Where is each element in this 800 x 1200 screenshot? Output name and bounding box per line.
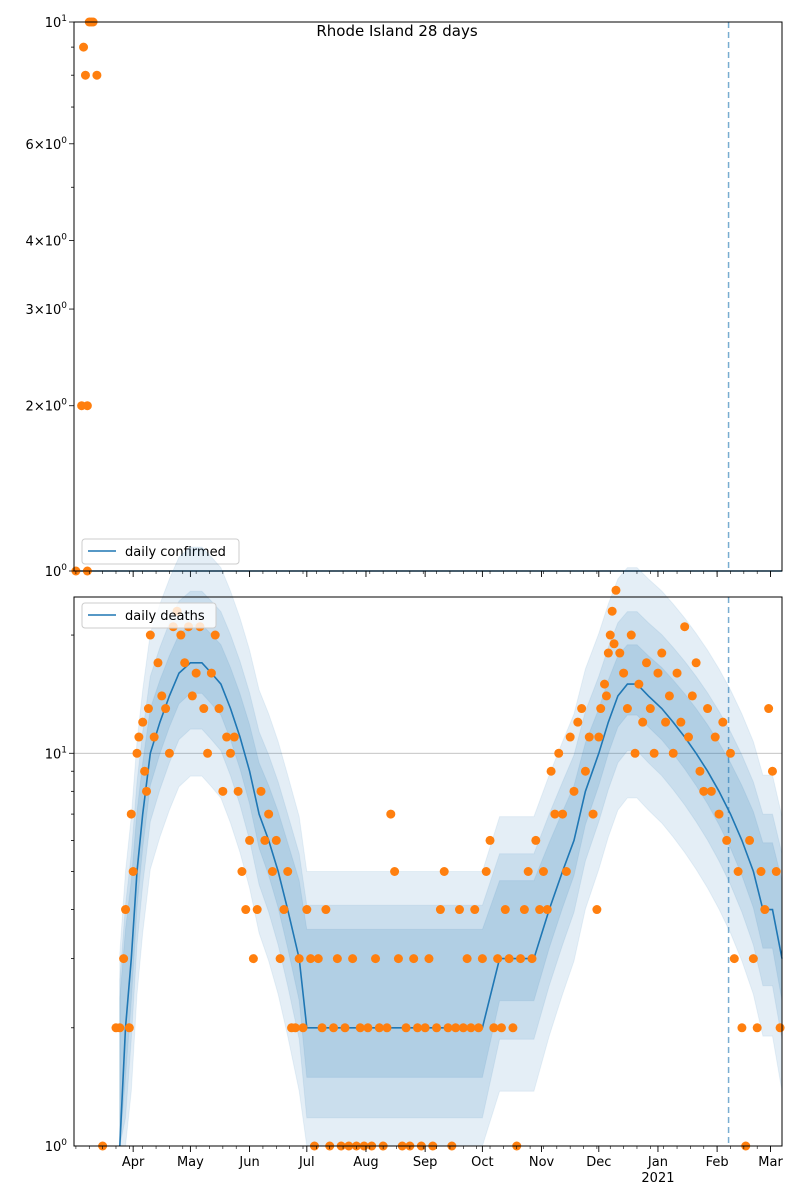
x-tick-label: Mar xyxy=(758,1155,783,1170)
x-tick-label: Jul xyxy=(298,1155,315,1170)
data-point xyxy=(776,1023,785,1032)
data-point xyxy=(707,787,716,796)
y-tick-label: $10^1$ xyxy=(44,745,67,763)
data-point xyxy=(520,905,529,914)
data-point xyxy=(402,1023,411,1032)
data-point xyxy=(619,669,628,678)
data-point xyxy=(436,905,445,914)
data-point xyxy=(676,718,685,727)
data-point xyxy=(718,718,727,727)
data-point xyxy=(295,954,304,963)
data-point xyxy=(81,71,90,80)
x-tick-label: Nov xyxy=(528,1155,555,1170)
data-point xyxy=(207,669,216,678)
data-point xyxy=(432,1023,441,1032)
y-tick-label: $6\times 10^0$ xyxy=(25,135,67,153)
data-point xyxy=(627,631,636,640)
data-point xyxy=(211,631,220,640)
data-point xyxy=(734,867,743,876)
data-point xyxy=(726,749,735,758)
data-point xyxy=(528,954,537,963)
data-point xyxy=(144,704,153,713)
data-point xyxy=(501,905,510,914)
data-point xyxy=(749,954,758,963)
confirmed-line-layer xyxy=(74,22,782,571)
data-point xyxy=(606,631,615,640)
data-point xyxy=(764,704,773,713)
legend-label-daily-deaths: daily deaths xyxy=(125,609,205,624)
data-point xyxy=(482,867,491,876)
data-point xyxy=(615,649,624,658)
data-point xyxy=(234,787,243,796)
data-point xyxy=(132,749,141,758)
data-point xyxy=(745,836,754,845)
data-point xyxy=(661,718,670,727)
data-point xyxy=(657,649,666,658)
data-point xyxy=(680,622,689,631)
x-tick-label: Jun xyxy=(239,1155,260,1170)
data-point xyxy=(611,586,620,595)
data-point xyxy=(531,836,540,845)
data-point xyxy=(180,658,189,667)
y-tick-label: $10^1$ xyxy=(44,14,67,31)
data-point xyxy=(115,1023,124,1032)
data-point xyxy=(318,1023,327,1032)
data-point xyxy=(421,1023,430,1032)
data-point xyxy=(215,704,224,713)
data-point xyxy=(363,1023,372,1032)
data-point xyxy=(157,691,166,700)
data-point xyxy=(299,1023,308,1032)
y-tick-label: $3\times 10^0$ xyxy=(25,301,67,319)
data-point xyxy=(340,1023,349,1032)
data-point xyxy=(203,749,212,758)
data-point xyxy=(394,954,403,963)
data-point xyxy=(562,867,571,876)
data-point xyxy=(753,1023,762,1032)
data-point xyxy=(608,607,617,616)
data-point xyxy=(161,704,170,713)
data-point xyxy=(79,43,88,52)
data-point xyxy=(276,954,285,963)
data-point xyxy=(188,691,197,700)
data-point xyxy=(508,1023,517,1032)
data-point xyxy=(547,767,556,776)
data-point xyxy=(83,401,92,410)
data-point xyxy=(371,954,380,963)
x-tick-label: Feb xyxy=(705,1155,729,1170)
data-point xyxy=(554,749,563,758)
data-point xyxy=(134,733,143,742)
x-tick-label: Sep xyxy=(412,1155,438,1170)
data-point xyxy=(463,954,472,963)
data-point xyxy=(596,704,605,713)
data-point xyxy=(119,954,128,963)
data-point xyxy=(653,669,662,678)
data-point xyxy=(539,867,548,876)
data-point xyxy=(138,718,147,727)
data-point xyxy=(592,905,601,914)
data-point xyxy=(253,905,262,914)
data-point xyxy=(257,787,266,796)
data-point xyxy=(348,954,357,963)
data-point xyxy=(241,905,250,914)
y-tick-label: $10^0$ xyxy=(44,563,67,580)
data-point xyxy=(329,1023,338,1032)
y-tick-label: $4\times 10^0$ xyxy=(25,232,67,250)
data-point xyxy=(650,749,659,758)
data-point xyxy=(440,867,449,876)
data-point xyxy=(711,733,720,742)
data-point xyxy=(692,658,701,667)
data-point xyxy=(642,658,651,667)
data-point xyxy=(486,836,495,845)
data-point xyxy=(566,733,575,742)
data-point xyxy=(600,680,609,689)
data-point xyxy=(604,649,613,658)
data-point xyxy=(165,749,174,758)
data-point xyxy=(695,767,704,776)
data-point xyxy=(321,905,330,914)
data-point xyxy=(634,680,643,689)
x-tick-label: Apr xyxy=(121,1155,145,1170)
data-point xyxy=(638,718,647,727)
data-point xyxy=(585,733,594,742)
x-tick-label: Dec xyxy=(586,1155,612,1170)
data-point xyxy=(302,905,311,914)
data-point xyxy=(127,810,136,819)
x-tick-sublabel: 2021 xyxy=(641,1171,675,1186)
data-point xyxy=(382,1023,391,1032)
data-point xyxy=(589,810,598,819)
data-point xyxy=(142,787,151,796)
data-point xyxy=(409,954,418,963)
data-point xyxy=(218,787,227,796)
data-point xyxy=(192,669,201,678)
data-point xyxy=(665,691,674,700)
data-point xyxy=(623,704,632,713)
data-point xyxy=(673,669,682,678)
y-tick-label: $10^0$ xyxy=(44,1138,67,1155)
data-point xyxy=(516,954,525,963)
data-point xyxy=(146,631,155,640)
data-point xyxy=(569,787,578,796)
data-point xyxy=(730,954,739,963)
deaths-legend xyxy=(82,603,216,628)
data-point xyxy=(455,905,464,914)
data-point xyxy=(176,631,185,640)
data-point xyxy=(581,767,590,776)
data-point xyxy=(150,733,159,742)
chart-title: Rhode Island 28 days xyxy=(316,22,478,40)
data-point xyxy=(610,639,619,648)
data-point xyxy=(737,1023,746,1032)
x-tick-label: Oct xyxy=(471,1155,494,1170)
data-point xyxy=(314,954,323,963)
data-point xyxy=(226,749,235,758)
data-point xyxy=(129,867,138,876)
y-tick-label: $2\times 10^0$ xyxy=(25,397,67,415)
plot-frame xyxy=(74,22,782,571)
data-point xyxy=(594,733,603,742)
data-point xyxy=(715,810,724,819)
data-point xyxy=(153,658,162,667)
data-point xyxy=(237,867,246,876)
data-point xyxy=(558,810,567,819)
data-point xyxy=(333,954,342,963)
data-point xyxy=(684,733,693,742)
data-point xyxy=(543,905,552,914)
data-point xyxy=(631,749,640,758)
confirmed-legend xyxy=(82,539,239,564)
data-point xyxy=(272,836,281,845)
data-point xyxy=(92,71,101,80)
data-point xyxy=(703,704,712,713)
data-point xyxy=(140,767,149,776)
x-tick-label: May xyxy=(176,1155,204,1170)
data-point xyxy=(268,867,277,876)
data-point xyxy=(390,867,399,876)
data-point xyxy=(283,867,292,876)
confirmed-points-layer xyxy=(71,18,101,576)
deaths-panel xyxy=(45,547,785,1186)
data-point xyxy=(249,954,258,963)
data-point xyxy=(688,691,697,700)
data-point xyxy=(505,954,514,963)
data-point xyxy=(757,867,766,876)
x-tick-label: Jan xyxy=(647,1155,668,1170)
data-point xyxy=(125,1023,134,1032)
data-point xyxy=(230,733,239,742)
x-tick-label: Aug xyxy=(353,1155,379,1170)
legend-label-daily-confirmed: daily confirmed xyxy=(125,545,226,560)
data-point xyxy=(646,704,655,713)
data-point xyxy=(524,867,533,876)
data-point xyxy=(478,954,487,963)
data-point xyxy=(669,749,678,758)
data-point xyxy=(279,905,288,914)
data-point xyxy=(424,954,433,963)
data-point xyxy=(768,767,777,776)
data-point xyxy=(121,905,130,914)
data-point xyxy=(760,905,769,914)
data-point xyxy=(199,704,208,713)
data-point xyxy=(470,905,479,914)
confirmed-panel xyxy=(26,14,782,580)
data-point xyxy=(577,704,586,713)
data-point xyxy=(573,718,582,727)
data-point xyxy=(386,810,395,819)
data-point xyxy=(602,691,611,700)
data-point xyxy=(722,836,731,845)
data-point xyxy=(245,836,254,845)
data-point xyxy=(474,1023,483,1032)
data-point xyxy=(772,867,781,876)
data-point xyxy=(497,1023,506,1032)
data-point xyxy=(493,954,502,963)
confirmed-axis-layer xyxy=(26,14,782,580)
data-point xyxy=(264,810,273,819)
data-point xyxy=(260,836,269,845)
